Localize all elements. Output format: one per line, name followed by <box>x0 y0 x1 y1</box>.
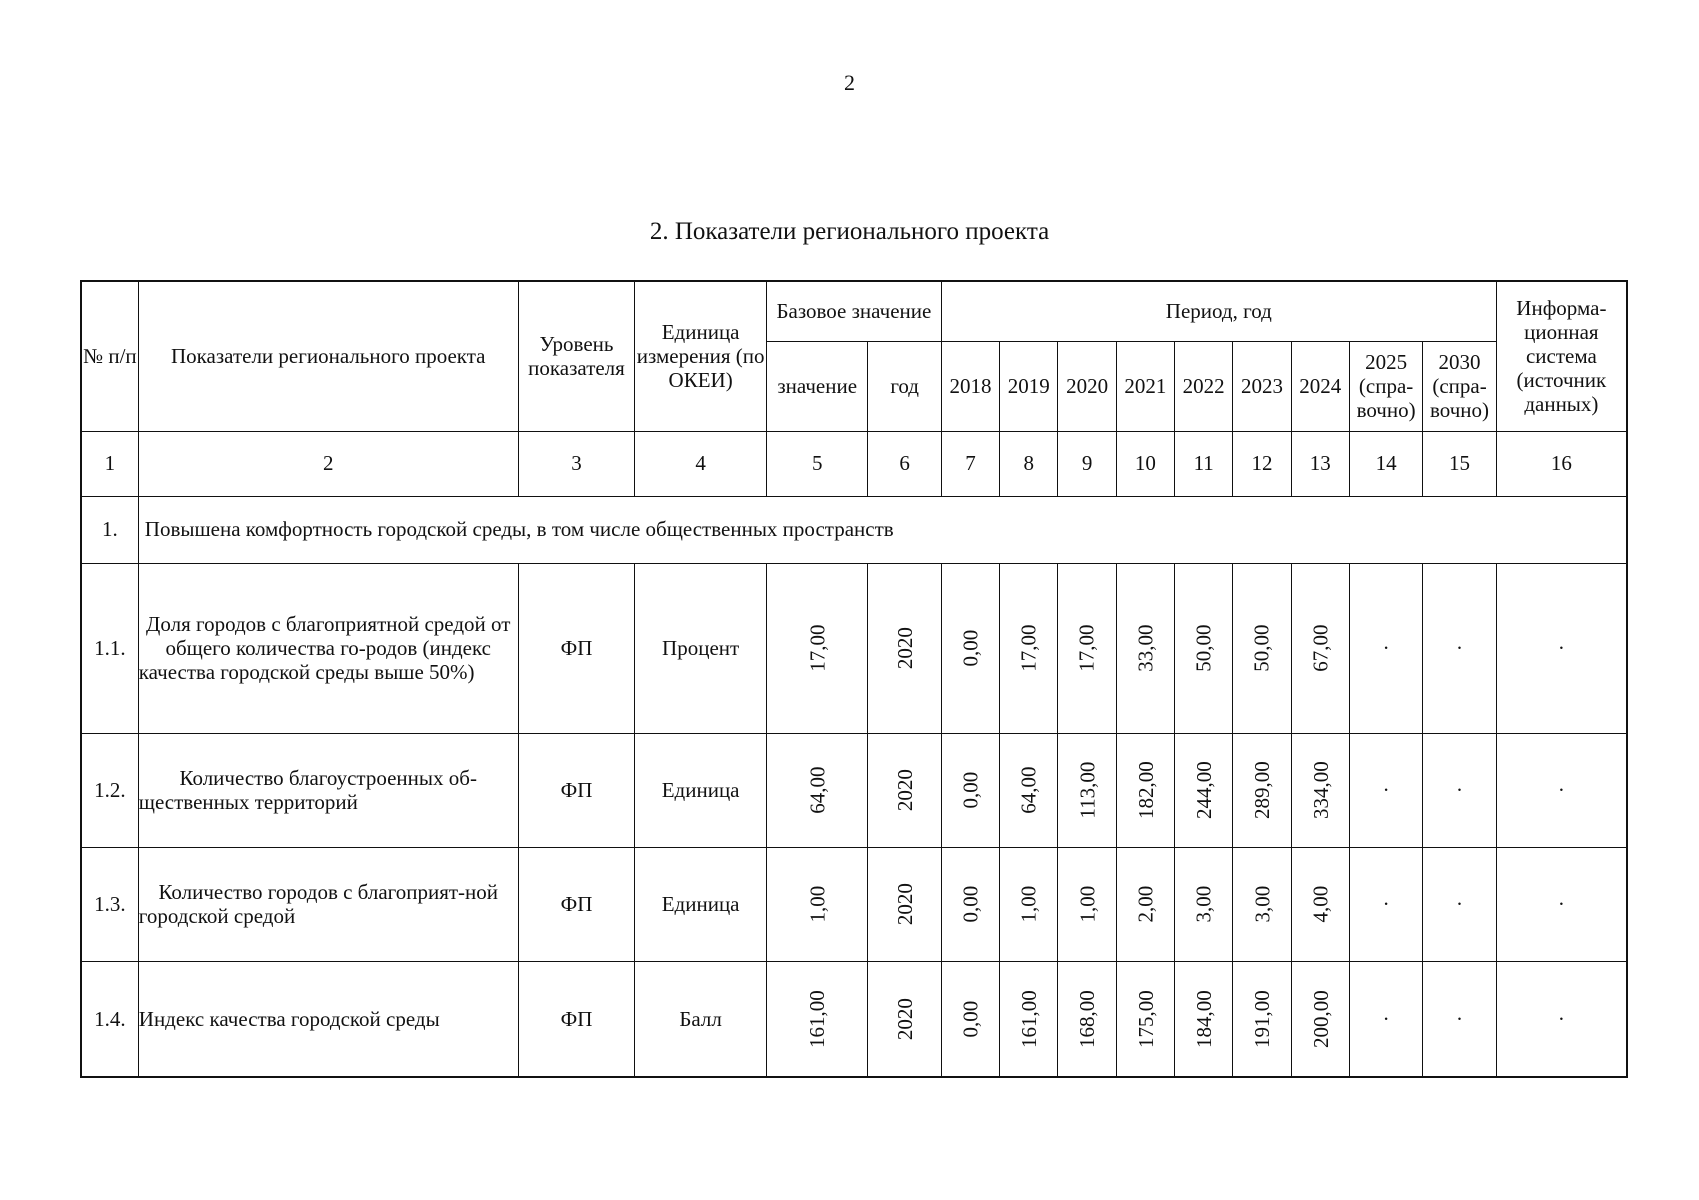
header-year-2020: 2020 <box>1058 341 1116 431</box>
year-value-text: 200,00 <box>1308 989 1333 1048</box>
year-value <box>1175 563 1233 733</box>
base-year <box>868 961 941 1077</box>
header-year-2019: 2019 <box>1000 341 1058 431</box>
indicator-level: ФП <box>518 961 635 1077</box>
header-year-2023: 2023 <box>1233 341 1291 431</box>
header-year-2021: 2021 <box>1116 341 1174 431</box>
column-number: 5 <box>766 431 868 496</box>
year-value-text: 50,00 <box>1191 624 1216 672</box>
year-value <box>941 847 999 961</box>
year-value <box>1291 847 1349 961</box>
header-unit: Единица измерения (по ОКЕИ) <box>635 281 767 431</box>
header-num: № п/п <box>81 281 138 431</box>
year-value <box>1116 733 1174 847</box>
year-value <box>1058 847 1116 961</box>
year-value <box>1000 733 1058 847</box>
table-row <box>81 733 1627 847</box>
value-2030: · <box>1423 961 1496 1077</box>
base-year-text: 2020 <box>892 768 917 811</box>
base-year-text: 2020 <box>892 882 917 925</box>
section-title: 2. Показатели регионального проекта <box>649 218 1050 245</box>
indicator-name: Индекс качества городской среды <box>138 961 518 1077</box>
year-value <box>1116 563 1174 733</box>
year-value <box>1175 847 1233 961</box>
header-level: Уровень показателя <box>518 281 635 431</box>
row-num: 1.4. <box>81 961 138 1077</box>
indicator-name: Количество благоустроенных об-щественных территорий <box>138 733 518 847</box>
section-text: Повышена комфортность городской среды, в том числе общественных пространств <box>138 496 1627 563</box>
base-value <box>766 847 868 961</box>
indicator-level: ФП <box>518 847 635 961</box>
year-value-text: 0,00 <box>958 885 983 923</box>
value-2025: · <box>1349 961 1422 1077</box>
indicator-level: ФП <box>518 733 635 847</box>
row-num: 1.1. <box>81 563 138 733</box>
year-value <box>1000 847 1058 961</box>
year-value-text: 184,00 <box>1191 989 1216 1048</box>
column-number: 7 <box>941 431 999 496</box>
base-value-text: 64,00 <box>805 766 830 814</box>
value-2025: · <box>1349 733 1422 847</box>
column-number: 15 <box>1423 431 1496 496</box>
year-value <box>1000 563 1058 733</box>
base-year <box>868 733 941 847</box>
base-year-text: 2020 <box>892 626 917 669</box>
year-value <box>1175 733 1233 847</box>
indicator-name: Доля городов с благоприятной средой от общего количества го-родов (индекс качества городской среды выше 50%) <box>138 563 518 733</box>
indicator-unit: Единица <box>635 847 767 961</box>
info-system: · <box>1496 733 1627 847</box>
header-info-system: Информа-ционная система (источник данных) <box>1496 281 1627 431</box>
table-row <box>81 563 1627 733</box>
year-value <box>1058 733 1116 847</box>
year-value-text: 168,00 <box>1075 989 1100 1048</box>
column-number: 2 <box>138 431 518 496</box>
header-year-2022: 2022 <box>1175 341 1233 431</box>
year-value-text: 0,00 <box>958 1000 983 1038</box>
year-value <box>941 961 999 1077</box>
base-year <box>868 847 941 961</box>
column-number: 4 <box>635 431 767 496</box>
indicator-level: ФП <box>518 563 635 733</box>
row-num: 1.3. <box>81 847 138 961</box>
value-2030: · <box>1423 733 1496 847</box>
base-year-text: 2020 <box>892 997 917 1040</box>
year-value-text: 4,00 <box>1308 885 1333 923</box>
year-value <box>1233 961 1291 1077</box>
base-value-text: 161,00 <box>805 989 830 1048</box>
page-number: 2 <box>844 70 855 95</box>
year-value-text: 182,00 <box>1133 761 1158 819</box>
column-number: 1 <box>81 431 138 496</box>
base-value <box>766 563 868 733</box>
column-number: 6 <box>868 431 941 496</box>
header-year-2024: 2024 <box>1291 341 1349 431</box>
year-value <box>1000 961 1058 1077</box>
indicator-unit: Балл <box>635 961 767 1077</box>
year-value <box>1233 563 1291 733</box>
year-value-text: 2,00 <box>1133 885 1158 923</box>
indicators-table <box>80 280 1628 1078</box>
value-2030: · <box>1423 847 1496 961</box>
header-year-2018: 2018 <box>941 341 999 431</box>
table-row <box>81 847 1627 961</box>
base-value <box>766 733 868 847</box>
year-value-text: 161,00 <box>1016 989 1041 1048</box>
info-system: · <box>1496 961 1627 1077</box>
year-value-text: 3,00 <box>1249 885 1274 923</box>
indicator-unit: Единица <box>635 733 767 847</box>
column-number: 16 <box>1496 431 1627 496</box>
year-value-text: 3,00 <box>1191 885 1216 923</box>
value-2030: · <box>1423 563 1496 733</box>
year-value <box>1116 961 1174 1077</box>
year-value-text: 175,00 <box>1133 989 1158 1048</box>
year-value-text: 50,00 <box>1249 624 1274 672</box>
column-number: 13 <box>1291 431 1349 496</box>
year-value <box>1058 961 1116 1077</box>
year-value <box>941 733 999 847</box>
year-value <box>1291 563 1349 733</box>
year-value-text: 0,00 <box>958 629 983 667</box>
info-system: · <box>1496 563 1627 733</box>
column-number: 12 <box>1233 431 1291 496</box>
year-value-text: 289,00 <box>1250 761 1275 819</box>
year-value-text: 0,00 <box>958 771 983 809</box>
year-value-text: 1,00 <box>1075 885 1100 923</box>
column-number: 9 <box>1058 431 1116 496</box>
section-row <box>81 496 1627 563</box>
year-value-text: 33,00 <box>1133 624 1158 672</box>
year-value <box>1116 847 1174 961</box>
header-indicators: Показатели регионального проекта <box>138 281 518 431</box>
year-value <box>1058 563 1116 733</box>
base-value-text: 1,00 <box>805 885 830 923</box>
header-year-2030: 2030 (спра-вочно) <box>1423 341 1496 431</box>
indicator-unit: Процент <box>635 563 767 733</box>
header-base-value-year: год <box>868 341 941 431</box>
year-value-text: 113,00 <box>1075 761 1100 819</box>
info-system: · <box>1496 847 1627 961</box>
base-year <box>868 563 941 733</box>
table-row <box>81 961 1627 1077</box>
column-number: 11 <box>1175 431 1233 496</box>
header-period: Период, год <box>941 281 1496 341</box>
indicator-rows <box>81 563 1627 1077</box>
year-value <box>941 563 999 733</box>
header-base-value: Базовое значение <box>766 281 941 341</box>
year-value-text: 244,00 <box>1191 761 1216 819</box>
indicator-name: Количество городов с благоприят-ной городской средой <box>138 847 518 961</box>
column-number: 10 <box>1116 431 1174 496</box>
column-numbers-row <box>81 431 1627 496</box>
value-2025: · <box>1349 847 1422 961</box>
year-value-text: 67,00 <box>1308 624 1333 672</box>
year-value-text: 17,00 <box>1075 624 1100 672</box>
column-number: 14 <box>1349 431 1422 496</box>
year-value <box>1291 961 1349 1077</box>
column-number: 3 <box>518 431 635 496</box>
row-num: 1.2. <box>81 733 138 847</box>
year-value <box>1175 961 1233 1077</box>
year-value <box>1233 733 1291 847</box>
year-value <box>1291 733 1349 847</box>
year-value <box>1233 847 1291 961</box>
section-num: 1. <box>81 496 138 563</box>
column-number: 8 <box>1000 431 1058 496</box>
base-value-text: 17,00 <box>805 624 830 672</box>
header-base-value-value: значение <box>766 341 868 431</box>
year-value-text: 191,00 <box>1250 989 1275 1048</box>
value-2025: · <box>1349 563 1422 733</box>
year-value-text: 334,00 <box>1308 761 1333 819</box>
year-value-text: 1,00 <box>1016 885 1041 923</box>
header-year-2025: 2025 (спра-вочно) <box>1349 341 1422 431</box>
year-value-text: 64,00 <box>1016 766 1041 814</box>
year-value-text: 17,00 <box>1016 624 1041 672</box>
base-value <box>766 961 868 1077</box>
